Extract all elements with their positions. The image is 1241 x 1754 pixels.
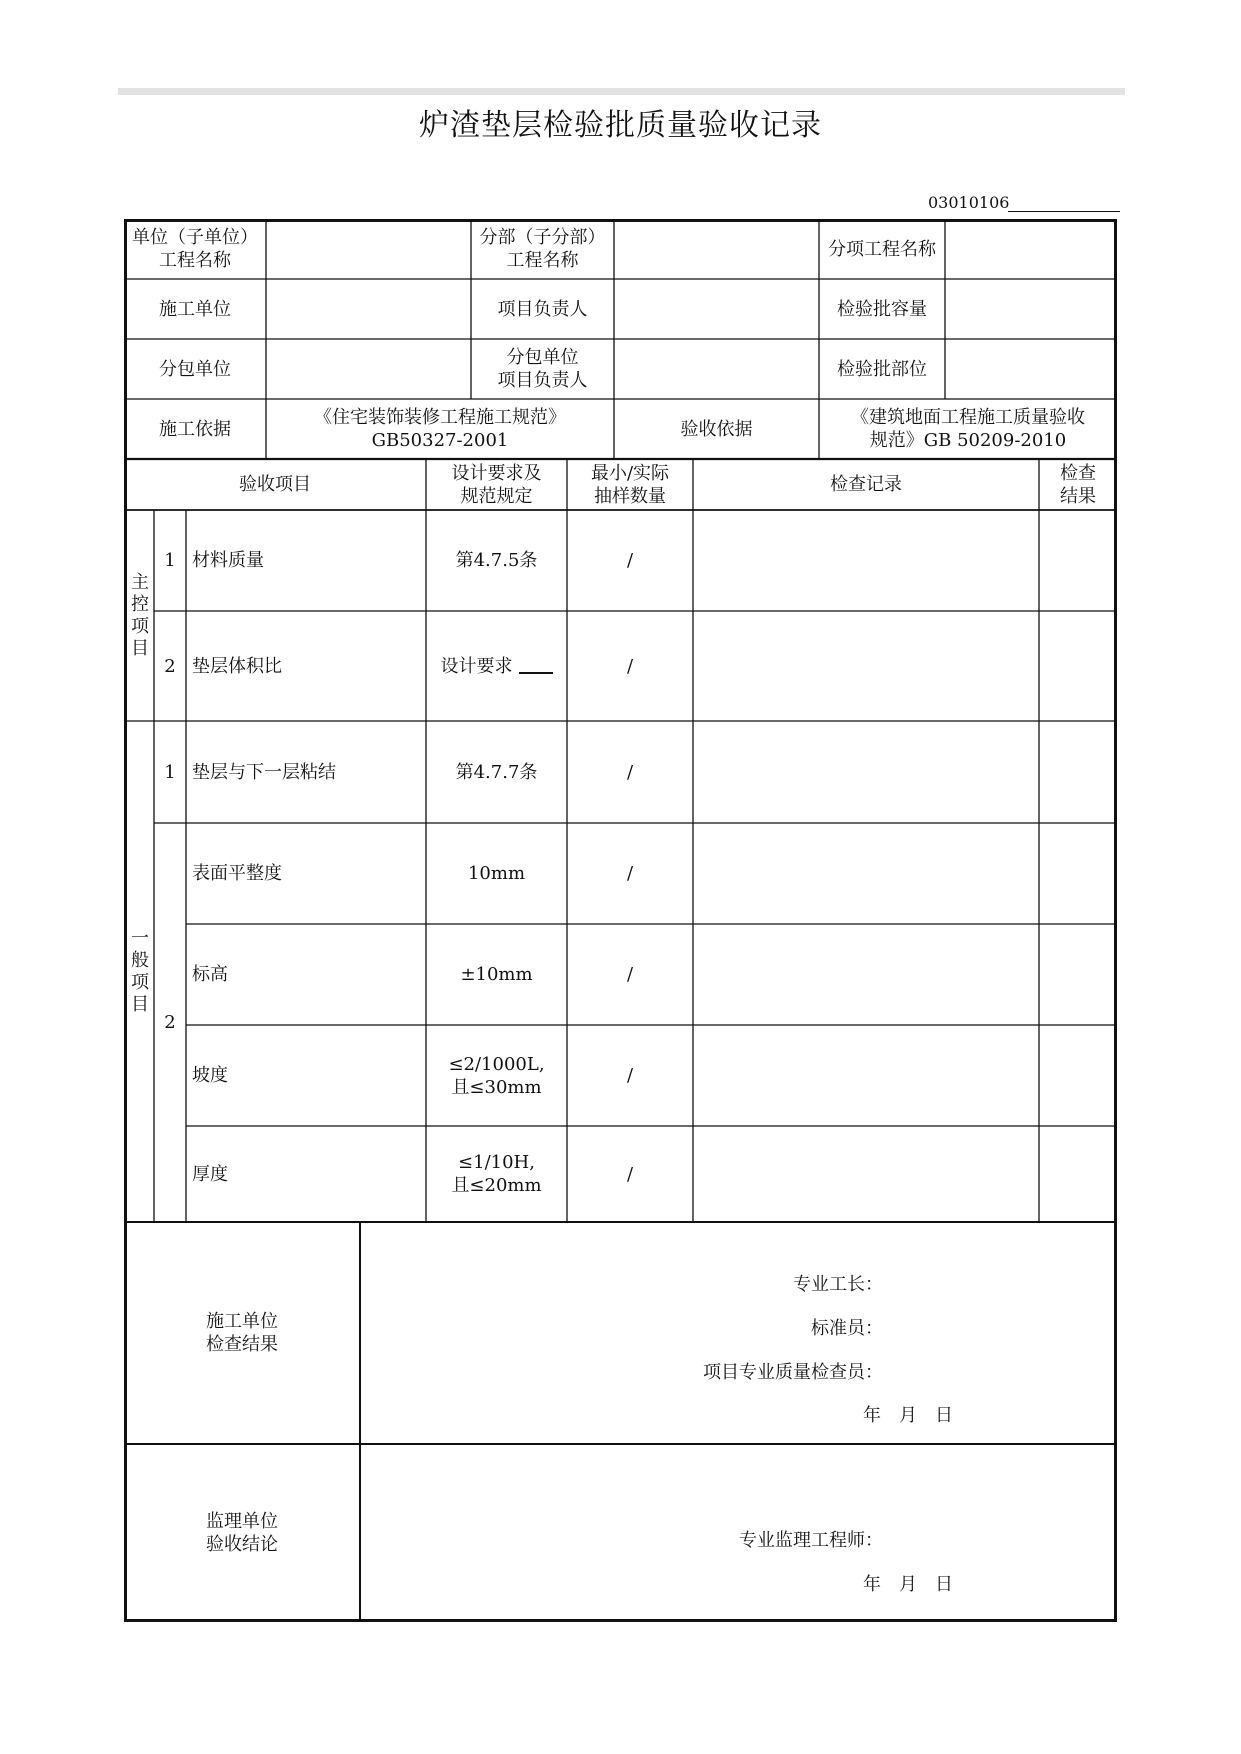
main-item-2-requirement: 设计要求 xyxy=(440,655,513,677)
general-item-2-row-4-requirement: ≤1/10H, 且≤20mm xyxy=(451,1152,542,1196)
general-item-2-row-2-record-field[interactable] xyxy=(693,924,1039,1025)
general-item-1-sample: / xyxy=(626,761,634,783)
contractor-field[interactable] xyxy=(266,279,471,339)
contractor-check-label: 施工单位 检查结果 xyxy=(206,1311,278,1355)
general-item-1-requirement: 第4.7.7条 xyxy=(455,761,538,783)
supervisor-check-date[interactable]: 年 月 日 xyxy=(863,1574,953,1595)
contractor-check-date[interactable]: 年 月 日 xyxy=(863,1405,953,1426)
sub-project-manager-field[interactable] xyxy=(614,339,819,399)
general-item-2-row-4-sample: / xyxy=(626,1163,634,1185)
inspection-record-table xyxy=(124,219,1117,1622)
top-divider-bar xyxy=(118,88,1125,95)
form-code: 03010106 xyxy=(928,193,1010,212)
construction-basis-label: 施工依据 xyxy=(159,418,231,440)
sub-item-label: 分项工程名称 xyxy=(828,238,936,260)
main-item-2-sample: / xyxy=(626,655,634,677)
general-item-2-row-3-name: 坡度 xyxy=(192,1065,228,1086)
general-item-2-row-1-record-field[interactable] xyxy=(693,823,1039,924)
general-item-1-result-field[interactable] xyxy=(1039,721,1117,823)
project-manager-field[interactable] xyxy=(614,279,819,339)
design-requirement-blank[interactable] xyxy=(519,658,553,674)
general-item-2-row-2-name: 标高 xyxy=(192,964,228,985)
main-item-1-sample: / xyxy=(626,550,634,571)
acceptance-basis-value: 《建筑地面工程施工质量验收 规范》GB 50209-2010 xyxy=(851,407,1085,451)
unit-name-label: 单位（子单位） 工程名称 xyxy=(132,227,258,271)
main-item-1-name: 材料质量 xyxy=(192,550,264,571)
general-item-2-row-3-result-field[interactable] xyxy=(1039,1025,1117,1126)
main-control-group-label xyxy=(124,510,154,721)
main-item-2-name: 垫层体积比 xyxy=(192,655,282,677)
form-code-underline xyxy=(1008,211,1120,212)
general-item-2-row-1-name: 表面平整度 xyxy=(192,863,282,884)
general-item-2-row-2-sample: / xyxy=(626,964,634,985)
main-item-1-no: 1 xyxy=(164,550,176,571)
batch-capacity-field[interactable] xyxy=(945,279,1117,339)
sub-part-label: 分部（子分部） 工程名称 xyxy=(479,227,606,271)
construction-basis-value: 《住宅装饰装修工程施工规范》 GB50327-2001 xyxy=(314,407,566,451)
unit-name-field[interactable] xyxy=(266,219,471,279)
general-item-2-row-3-record-field[interactable] xyxy=(693,1025,1039,1126)
acceptance-basis-label: 验收依据 xyxy=(680,418,753,440)
general-item-2-row-1-sample: / xyxy=(626,863,634,884)
main-item-2-record-field[interactable] xyxy=(693,611,1039,721)
general-item-1-record-field[interactable] xyxy=(693,721,1039,823)
contractor-signature-lines[interactable]: 专业工长： 标准员： 项目专业质量检查员： xyxy=(703,1274,883,1383)
general-item-2-row-2-requirement: ±10mm xyxy=(460,964,533,985)
main-item-2-result-field[interactable] xyxy=(1039,611,1117,721)
main-item-2-requirement-cell xyxy=(426,611,567,721)
main-item-2-no: 2 xyxy=(164,655,176,677)
general-group-text: 一般项目 xyxy=(131,927,149,1015)
sub-item-field[interactable] xyxy=(945,219,1117,279)
col-header-result: 检查 结果 xyxy=(1060,462,1096,507)
supervisor-check-label: 监理单位 验收结论 xyxy=(206,1511,278,1555)
sub-project-manager-label: 分包单位 项目负责人 xyxy=(497,347,588,391)
contractor-label: 施工单位 xyxy=(159,298,231,320)
main-item-1-result-field[interactable] xyxy=(1039,510,1117,611)
subcontractor-field[interactable] xyxy=(266,339,471,399)
col-header-sample-quantity: 最小/实际 抽样数量 xyxy=(590,462,670,507)
general-item-2-row-1-requirement: 10mm xyxy=(467,863,526,884)
general-item-2-no: 2 xyxy=(164,1012,176,1033)
general-item-2-row-4-record-field[interactable] xyxy=(693,1126,1039,1222)
col-header-item: 验收项目 xyxy=(239,474,311,495)
batch-location-label: 检验批部位 xyxy=(837,358,927,380)
general-group-label xyxy=(124,721,154,1222)
general-item-2-row-1-result-field[interactable] xyxy=(1039,823,1117,924)
main-control-group-text: 主控项目 xyxy=(131,571,149,659)
page-title: 炉渣垫层检验批质量验收记录 xyxy=(419,108,822,143)
main-item-1-record-field[interactable] xyxy=(693,510,1039,611)
general-item-2-row-3-requirement: ≤2/1000L, 且≤30mm xyxy=(448,1053,545,1098)
general-item-1-name: 垫层与下一层粘结 xyxy=(192,761,336,783)
subcontractor-label: 分包单位 xyxy=(159,358,231,380)
sub-part-field[interactable] xyxy=(614,219,819,279)
col-header-design-requirement: 设计要求及 规范规定 xyxy=(451,462,542,507)
col-header-inspection-record: 检查记录 xyxy=(830,474,902,495)
general-item-2-row-2-result-field[interactable] xyxy=(1039,924,1117,1025)
general-item-2-row-3-sample: / xyxy=(626,1065,634,1086)
general-item-2-row-4-name: 厚度 xyxy=(192,1163,228,1185)
batch-capacity-label: 检验批容量 xyxy=(837,298,927,320)
project-manager-label: 项目负责人 xyxy=(497,298,588,320)
main-item-1-requirement: 第4.7.5条 xyxy=(455,550,538,571)
general-item-1-no: 1 xyxy=(164,761,176,783)
supervisor-signature-line[interactable]: 专业监理工程师： xyxy=(739,1530,883,1551)
batch-location-field[interactable] xyxy=(945,339,1117,399)
general-item-2-row-4-result-field[interactable] xyxy=(1039,1126,1117,1222)
